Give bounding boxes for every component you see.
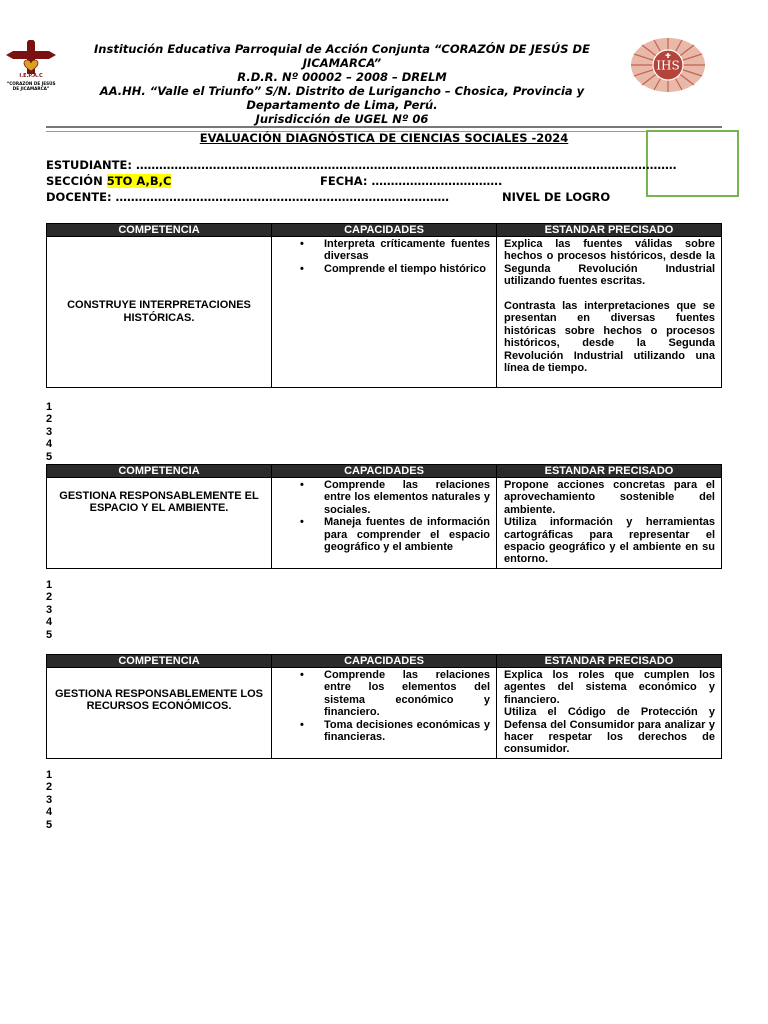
standard-paragraph: Utiliza información y herramientas cartográficas para representar el espacio geográfico y el ambiente en su entorno. (504, 516, 715, 566)
header-capacidades: CAPACIDADES (272, 655, 497, 668)
header-divider (46, 126, 722, 128)
school-logo-left (0, 40, 62, 95)
capacity-item: • Toma decisiones económicas y financieras. (272, 719, 490, 744)
section-label: SECCIÓN (46, 174, 103, 188)
score-numbers-1 (46, 401, 52, 463)
header-estandar: ESTANDAR PRECISADO (497, 655, 722, 668)
header-estandar: ESTANDAR PRECISADO (497, 465, 722, 478)
score-number: 2 (46, 591, 53, 604)
rdr-line: R.D.R. Nº 00002 – 2008 – DRELM (237, 70, 447, 84)
score-number: 3 (46, 793, 53, 806)
header-competencia: COMPETENCIA (47, 655, 272, 668)
score-numbers-3 (46, 769, 52, 831)
left-logo-text-top: I.E.P.A.C (19, 73, 43, 79)
competency-table-3 (46, 654, 722, 759)
left-logo-text-bottom2: DE JICAMARCA” (12, 86, 50, 91)
jurisdiction-line: Jurisdicción de UGEL Nº 06 (255, 112, 429, 126)
standard-cell (497, 478, 722, 569)
competence-cell: CONSTRUYE INTERPRETACIONES HISTÓRICAS. (47, 237, 272, 388)
evaluation-title: EVALUACIÓN DIAGNÓSTICA DE CIENCIAS SOCIALES -2024 (199, 131, 569, 145)
score-number: 5 (46, 818, 53, 831)
capacity-item: • Comprende las relaciones entre los elementos del sistema económico y financiero. (272, 669, 490, 719)
address-line1: AA.HH. “Valle el Triunfo” S/N. Distrito de Lurigancho – Chosica, Provincia y (99, 84, 585, 98)
header-estandar: ESTANDAR PRECISADO (497, 224, 722, 237)
capacity-item: • Comprende el tiempo histórico (272, 263, 490, 275)
score-number: 3 (46, 425, 53, 438)
score-number: 4 (46, 616, 53, 629)
score-number: 2 (46, 413, 53, 426)
standard-paragraph: Propone acciones concretas para el aprovechamiento sostenible del ambiente. (504, 479, 715, 516)
score-number: 3 (46, 603, 53, 616)
capacities-cell (272, 237, 497, 388)
score-number: 4 (46, 806, 53, 819)
competency-table-2 (46, 464, 722, 569)
capacity-item: • Interpreta críticamente fuentes diversas (272, 238, 490, 263)
teacher-field[interactable]: DOCENTE: …………………………………………………………………………… (46, 190, 450, 204)
competence-cell: GESTIONA RESPONSABLEMENTE EL ESPACIO Y EL AMBIENTE. (47, 478, 272, 569)
score-number: 1 (46, 401, 53, 413)
level-label: NIVEL DE LOGRO (502, 190, 611, 204)
ihs-sun-seal-icon (625, 36, 711, 94)
school-logo-right (625, 36, 711, 94)
standard-paragraph: Explica las fuentes válidas sobre hechos o procesos históricos, desde la Segunda Revolución Industrial utilizando fuentes escritas. (504, 238, 715, 288)
student-field[interactable]: ESTUDIANTE: …………………………………………………………………………………………………………………………… (46, 158, 677, 172)
score-number: 1 (46, 579, 53, 591)
header-capacidades: CAPACIDADES (272, 465, 497, 478)
date-field[interactable]: FECHA: ……………………………. (320, 174, 503, 188)
score-number: 5 (46, 450, 53, 463)
score-number: 2 (46, 781, 53, 794)
header-capacidades: CAPACIDADES (272, 224, 497, 237)
capacities-cell (272, 478, 497, 569)
standard-paragraph: Contrasta las interpretaciones que se presentan en diversas fuentes históricas sobre hechos o procesos históricos, desde la Segunda Revolución Industrial utilizando una línea de tiempo. (504, 300, 715, 375)
score-number: 1 (46, 769, 53, 781)
header-competencia: COMPETENCIA (47, 224, 272, 237)
cross-heart-emblem-icon (0, 40, 62, 95)
score-number: 5 (46, 628, 53, 641)
section-value: 5TO A,B,C (106, 174, 172, 188)
standard-cell (497, 668, 722, 759)
left-logo-text-bottom1: “CORAZÓN DE JESÚS (6, 81, 56, 86)
address-line2: Departamento de Lima, Perú. (246, 98, 438, 112)
section-field (46, 174, 171, 188)
competency-table-1 (46, 223, 722, 388)
score-numbers-2 (46, 579, 52, 641)
school-name-line2: JICAMARCA” (302, 56, 382, 70)
header-competencia: COMPETENCIA (47, 465, 272, 478)
competence-cell: GESTIONA RESPONSABLEMENTE LOS RECURSOS ECONÓMICOS. (47, 668, 272, 759)
school-name-line1: Institución Educativa Parroquial de Acción Conjunta “CORAZÓN DE JESÚS DE (94, 42, 590, 56)
score-number: 4 (46, 438, 53, 451)
standard-paragraph: Explica los roles que cumplen los agentes del sistema económico y financiero. (504, 669, 715, 706)
capacity-item: • Comprende las relaciones entre los elementos naturales y sociales. (272, 479, 490, 516)
standard-cell (497, 237, 722, 388)
svg-text:IHS: IHS (656, 58, 680, 73)
capacities-cell (272, 668, 497, 759)
capacity-item: • Maneja fuentes de información para comprender el espacio geográfico y el ambiente (272, 516, 490, 553)
school-header (62, 42, 622, 126)
standard-paragraph: Utiliza el Código de Protección y Defensa del Consumidor para analizar y hacer respetar los derechos de consumidor. (504, 706, 715, 756)
